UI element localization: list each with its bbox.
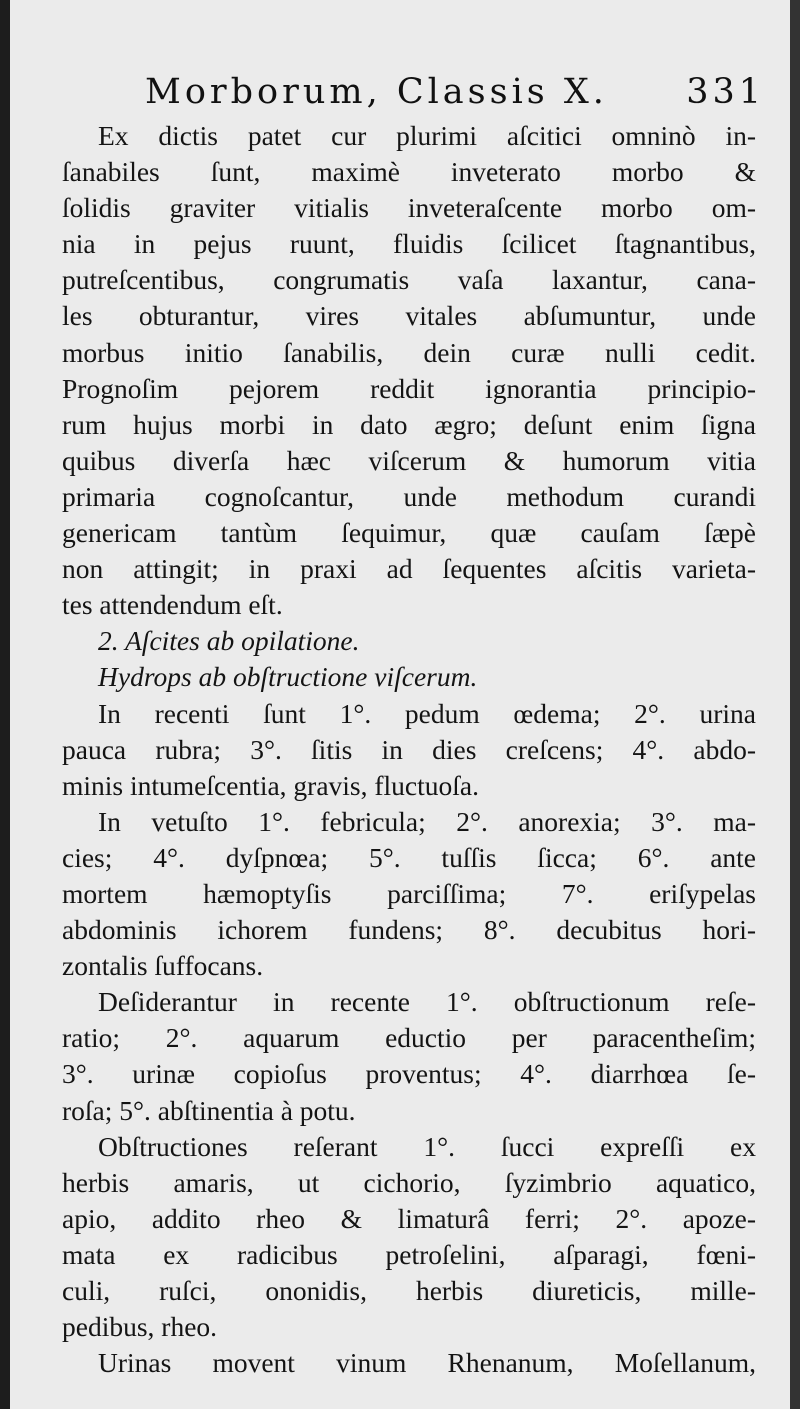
text-line: herbis amaris, ut cichorio, ſyzimbrio aquatico, (62, 1166, 756, 1198)
text-line: Obſtructiones reſerant 1°. ſucci expreſſi ex (98, 1130, 756, 1162)
text-line: rum hujus morbi in dato ægro; deſunt enim ſigna (62, 408, 756, 440)
text-line: cies; 4°. dyſpnœa; 5°. tuſſis ſicca; 6°. ante (62, 841, 756, 873)
text-line: morbus initio ſanabilis, dein curæ nulli cedit. (62, 336, 756, 368)
section-subheading: Hydrops ab obſtructione viſcerum. (98, 661, 478, 693)
text-line: mortem hæmoptyſis parciſſima; 7°. eriſypelas (62, 877, 756, 909)
text-line: Ex dictis patet cur plurimi aſcitici omninò in- (98, 120, 756, 151)
text-line: Prognoſim pejorem reddit ignorantia principio- (62, 372, 756, 404)
text-line: abdominis ichorem fundens; 8°. decubitus hori- (62, 914, 756, 946)
text-line: pedibus, rheo. (62, 1311, 218, 1343)
section-heading: 2. Aſcites ab opilatione. (98, 625, 360, 657)
text-line: genericam tantùm ſequimur, quæ cauſam ſæpè (62, 517, 756, 549)
text-line: ratio; 2°. aquarum eductio per paracentheſim; (62, 1022, 756, 1054)
text-line: non attingit; in praxi ad ſequentes aſcitis varieta- (62, 553, 756, 585)
text-line: In recenti ſunt 1°. pedum œdema; 2°. urina (98, 697, 756, 729)
text-line: mata ex radicibus petroſelini, aſparagi, fœni- (62, 1238, 756, 1270)
text-line: nia in pejus ruunt, fluidis ſcilicet ſtagnantibus, (62, 228, 756, 260)
text-line: minis intumeſcentia, gravis, fluctuoſa. (62, 769, 479, 801)
text-line: quibus diverſa hæc viſcerum & humorum vitia (62, 444, 756, 476)
text-line: zontalis ſuffocans. (62, 950, 264, 982)
text-line: pauca rubra; 3°. ſitis in dies creſcens; 4°. abdo- (62, 733, 756, 765)
text-line: ſolidis graviter vitialis inveteraſcente morbo om- (62, 192, 756, 224)
right-page-edge (790, 0, 800, 1409)
left-page-edge (0, 0, 10, 1409)
text-line: culi, ruſci, ononidis, herbis diureticis, mille- (62, 1275, 756, 1306)
text-line: 3°. urinæ copioſus proventus; 4°. diarrhœa ſe- (62, 1058, 756, 1090)
text-line: In vetuſto 1°. febricula; 2°. anorexia; 3°. ma- (98, 805, 756, 837)
text-line: apio, addito rheo & limaturâ ferri; 2°. apoze- (62, 1202, 756, 1234)
text-line: Deſiderantur in recente 1°. obſtructionum reſe- (98, 986, 756, 1018)
text-line: tes attendendum eſt. (62, 589, 283, 621)
text-line: primaria cognoſcantur, unde methodum curandi (62, 480, 756, 512)
text-line: putreſcentibus, congrumatis vaſa laxantur, cana- (62, 264, 756, 296)
running-head (145, 72, 765, 112)
text-line: les obturantur, vires vitales abſumuntur, unde (62, 300, 756, 332)
body-text (62, 118, 756, 1381)
page-number: 331 (686, 72, 765, 112)
text-line: roſa; 5°. abſtinentia à potu. (62, 1094, 356, 1126)
book-page (10, 0, 790, 1409)
running-head-title: Morborum, Classis X. (145, 72, 608, 112)
text-line: ſanabiles ſunt, maximè inveterato morbo & (62, 156, 756, 188)
text-line: Urinas movent vinum Rhenanum, Moſellanum, (98, 1347, 756, 1379)
